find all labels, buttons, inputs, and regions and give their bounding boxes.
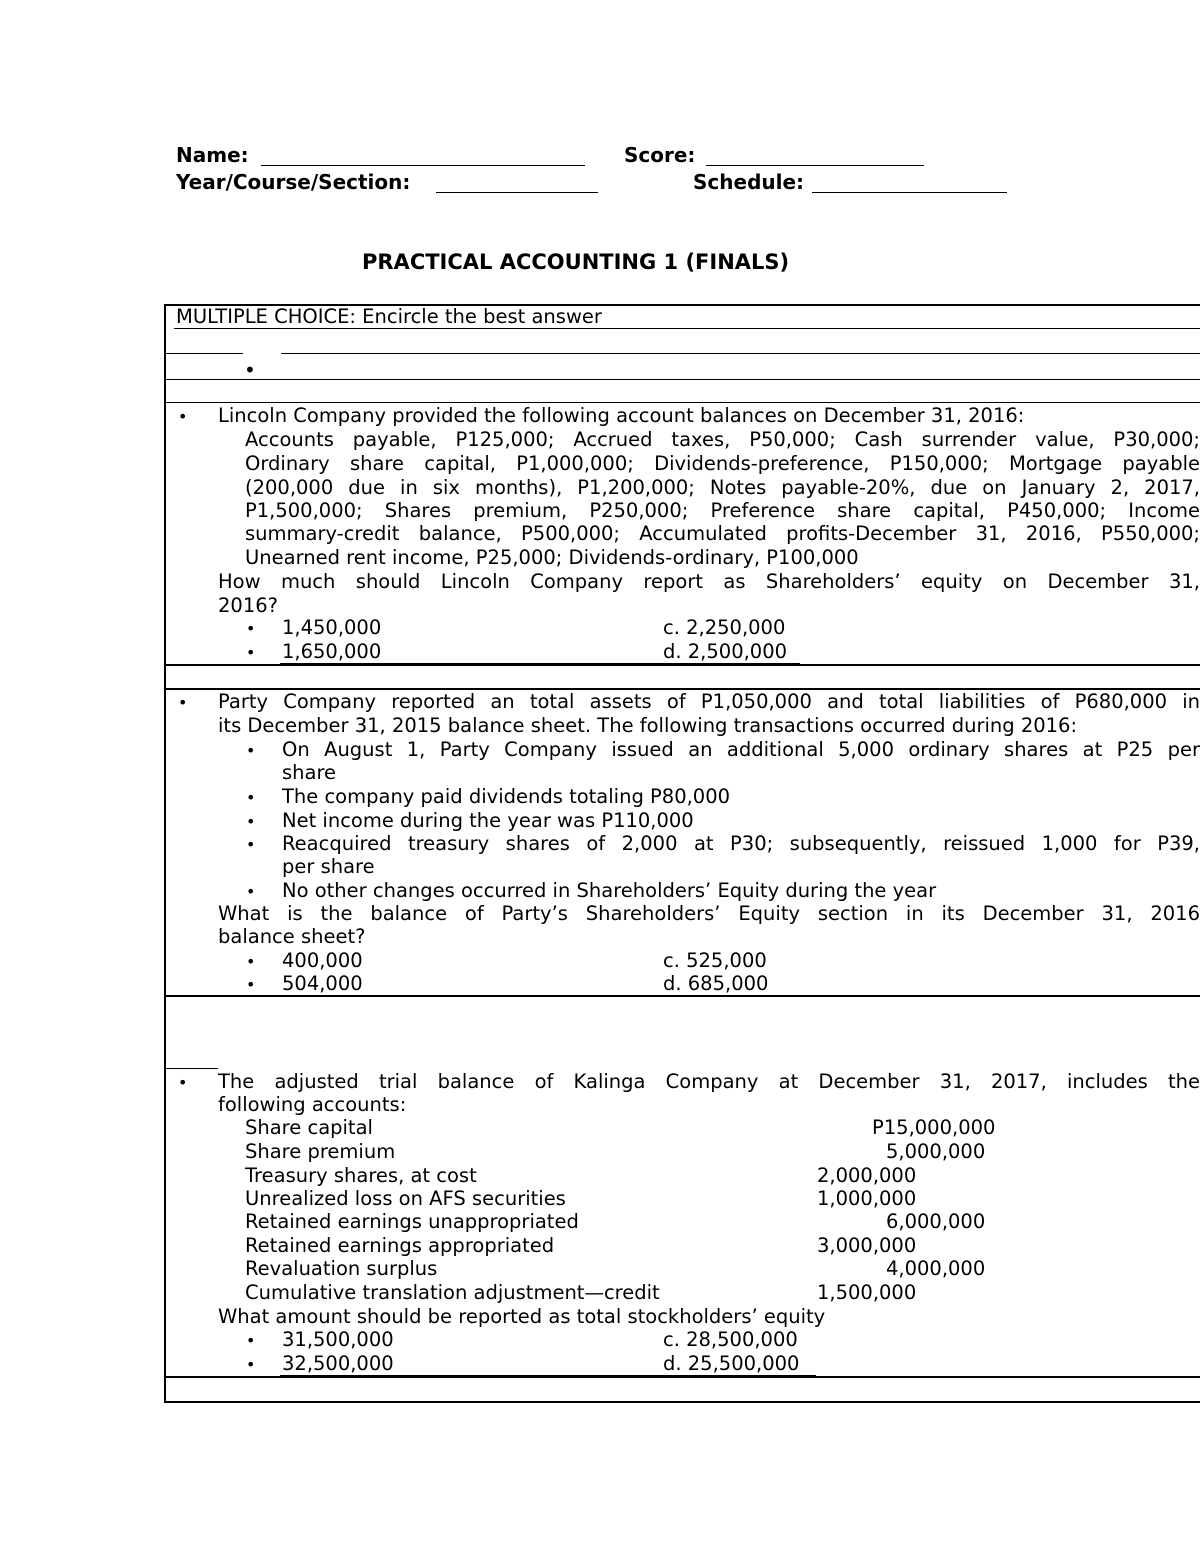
account-label: Share capital [245, 1116, 373, 1139]
q3-intro-cont: following accounts: [218, 1093, 407, 1116]
year-course-section-field[interactable] [436, 170, 598, 193]
q2-choice-a[interactable]: 400,000 [282, 949, 363, 972]
q2-item: The company paid dividends totaling P80,000 [282, 785, 731, 808]
choice-bullet: • [246, 643, 256, 662]
q2-item: Net income during the year was P110,000 [282, 809, 694, 832]
row-divider [166, 1068, 218, 1069]
account-amount: 3,000,000 [817, 1234, 917, 1257]
q1-line: Accounts payable, P125,000; Accrued taxes, P50,000; Cash surrender value, P30,000; [245, 428, 1200, 451]
q1-line: Unearned rent income, P25,000; Dividends-ordinary, P100,000 [245, 546, 859, 569]
q2-intro: Party Company reported an total assets of P1,050,000 and total liabilities of P680,000 in [218, 690, 1200, 713]
score-label: Score: [624, 143, 696, 167]
question-bullet: • [178, 407, 188, 426]
page-title: PRACTICAL ACCOUNTING 1 (FINALS) [362, 250, 790, 274]
account-amount: 5,000,000 [886, 1140, 986, 1163]
item-bullet: • [246, 835, 256, 854]
q2-choice-c[interactable]: c. 525,000 [663, 949, 767, 972]
q1-intro: Lincoln Company provided the following account balances on December 31, 2016: [218, 404, 1025, 427]
account-amount: 1,500,000 [817, 1281, 917, 1304]
empty-bullet: • [244, 358, 256, 382]
table-bottom-border [164, 1401, 1200, 1403]
score-field[interactable] [706, 143, 924, 166]
account-label: Cumulative translation adjustment—credit [245, 1281, 660, 1304]
table-left-border [164, 304, 166, 1402]
schedule-label: Schedule: [693, 170, 805, 194]
account-amount: 6,000,000 [886, 1210, 986, 1233]
account-amount: 4,000,000 [886, 1257, 986, 1280]
name-field[interactable] [261, 143, 585, 166]
row-divider [281, 353, 1200, 354]
choice-bullet: • [246, 619, 256, 638]
q1-choice-b[interactable]: 1,650,000 [282, 640, 382, 663]
q2-item-cont: per share [282, 855, 375, 878]
row-divider [174, 328, 1200, 329]
question-bullet: • [178, 1073, 188, 1092]
item-bullet: • [246, 788, 256, 807]
row-divider [166, 402, 1200, 403]
q2-choice-d[interactable]: d. 685,000 [663, 972, 769, 995]
row-divider [164, 995, 1200, 997]
q2-item: On August 1, Party Company issued an additional 5,000 ordinary shares at P25 per [282, 738, 1200, 761]
q2-question-cont: balance sheet? [218, 925, 366, 948]
q1-question-cont: 2016? [218, 594, 278, 617]
item-bullet: • [246, 741, 256, 760]
choice-bullet: • [246, 1331, 256, 1350]
q3-question: What amount should be reported as total stockholders’ equity [218, 1305, 826, 1328]
q1-question: How much should Lincoln Company report as Shareholders’ equity on December 31, [218, 570, 1200, 593]
q1-line: Ordinary share capital, P1,000,000; Dividends-preference, P150,000; Mortgage payable [245, 452, 1200, 475]
q3-choice-c[interactable]: c. 28,500,000 [663, 1328, 798, 1351]
q1-choice-c[interactable]: c. 2,250,000 [663, 616, 786, 639]
account-label: Treasury shares, at cost [245, 1164, 477, 1187]
choice-bullet: • [246, 975, 256, 994]
q2-item-cont: share [282, 761, 337, 784]
q1-choice-d[interactable]: d. 2,500,000 [663, 640, 788, 663]
q2-item: Reacquired treasury shares of 2,000 at P30; subsequently, reissued 1,000 for P39, [282, 832, 1200, 855]
choice-bullet: • [246, 952, 256, 971]
choice-bullet: • [246, 1355, 256, 1374]
q3-choice-b[interactable]: 32,500,000 [282, 1352, 394, 1375]
q1-choice-a[interactable]: 1,450,000 [282, 616, 382, 639]
account-amount: 2,000,000 [817, 1164, 917, 1187]
account-amount: P15,000,000 [872, 1116, 996, 1139]
account-label: Revaluation surplus [245, 1257, 438, 1280]
account-label: Share premium [245, 1140, 396, 1163]
q1-line: (200,000 due in six months), P1,200,000; Notes payable-20%, due on January 2, 2017, [245, 476, 1200, 499]
year-course-section-label: Year/Course/Section: [176, 170, 411, 194]
account-amount: 1,000,000 [817, 1187, 917, 1210]
question-bullet: • [178, 693, 188, 712]
row-divider [164, 1376, 1200, 1378]
q1-line: summary-credit balance, P500,000; Accumulated profits-December 31, 2016, P550,000; [245, 522, 1200, 545]
q2-intro-cont: its December 31, 2015 balance sheet. The following transactions occurred during 2016: [218, 714, 1078, 737]
q3-choice-a[interactable]: 31,500,000 [282, 1328, 394, 1351]
instructions: MULTIPLE CHOICE: Encircle the best answer [176, 305, 602, 328]
item-bullet: • [246, 812, 256, 831]
q1-line: P1,500,000; Shares premium, P250,000; Preference share capital, P450,000; Income [245, 499, 1200, 522]
q3-choice-d[interactable]: d. 25,500,000 [663, 1352, 800, 1375]
q3-intro: The adjusted trial balance of Kalinga Company at December 31, 2017, includes the [218, 1070, 1200, 1093]
schedule-field[interactable] [812, 170, 1007, 193]
q2-question: What is the balance of Party’s Shareholders’ Equity section in its December 31, 2016 [218, 902, 1200, 925]
account-label: Retained earnings unappropriated [245, 1210, 579, 1233]
row-divider [166, 379, 1200, 380]
q2-item: No other changes occurred in Shareholders’ Equity during the year [282, 879, 937, 902]
account-label: Retained earnings appropriated [245, 1234, 555, 1257]
row-divider [166, 353, 243, 354]
item-bullet: • [246, 882, 256, 901]
row-divider [164, 664, 1200, 666]
account-label: Unrealized loss on AFS securities [245, 1187, 566, 1210]
q2-choice-b[interactable]: 504,000 [282, 972, 363, 995]
name-label: Name: [176, 143, 249, 167]
